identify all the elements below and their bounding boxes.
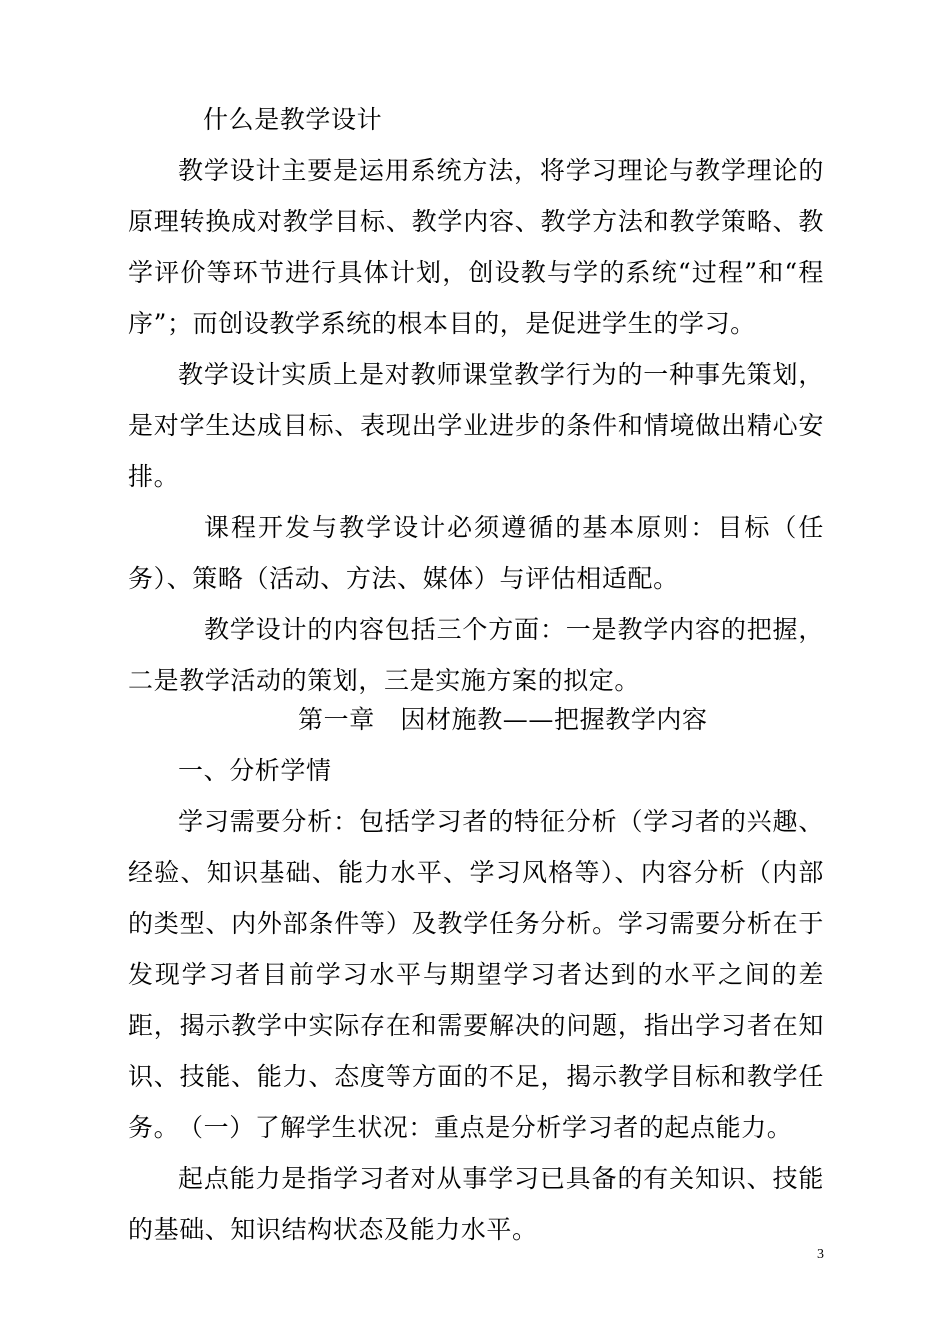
- paragraph-essence: 教学设计实质上是对教师课堂教学行为的一种事先策划，是对学生达成目标、表现出学业进步的条件和情境做出精心安排。: [128, 360, 824, 491]
- paragraph-content: 教学设计的内容包括三个方面：一是教学内容的把握，二是教学活动的策划，三是实施方案的拟定。: [128, 615, 824, 695]
- section-heading: 一、分析学情: [178, 756, 332, 785]
- paragraph-principle: 课程开发与教学设计必须遵循的基本原则：目标（任务）、策略（活动、方法、媒体）与评估相适配。: [128, 513, 824, 593]
- title-line: 什么是教学设计: [203, 105, 383, 134]
- paragraph-starting-ability: 起点能力是指学习者对从事学习已具备的有关知识、技能的基础、知识结构状态及能力水平。: [128, 1164, 824, 1244]
- page-number: 3: [817, 1247, 824, 1262]
- paragraph-definition: 教学设计主要是运用系统方法，将学习理论与教学理论的原理转换成对教学目标、教学内容、教学方法和教学策略、教学评价等环节进行具体计划，创设教与学的系统“过程”和“程序”；而创设教学系统的根本目的，是促进学生的学习。: [128, 156, 824, 338]
- paragraph-needs-analysis: 学习需要分析：包括学习者的特征分析（学习者的兴趣、经验、知识基础、能力水平、学习风格等）、内容分析（内部的类型、内外部条件等）及教学任务分析。学习需要分析在于发现学习者目前学习水平与期望学习者达到的水平之间的差距，揭示教学中实际存在和需要解决的问题，指出学习者在知识、技能、能力、态度等方面的不足，揭示教学目标和教学任务。: [128, 807, 824, 1142]
- subsection-heading: （一）了解学生状况：重点是分析学习者的起点能力。: [178, 1113, 793, 1142]
- chapter-heading: 第一章 因材施教——把握教学内容: [298, 705, 708, 734]
